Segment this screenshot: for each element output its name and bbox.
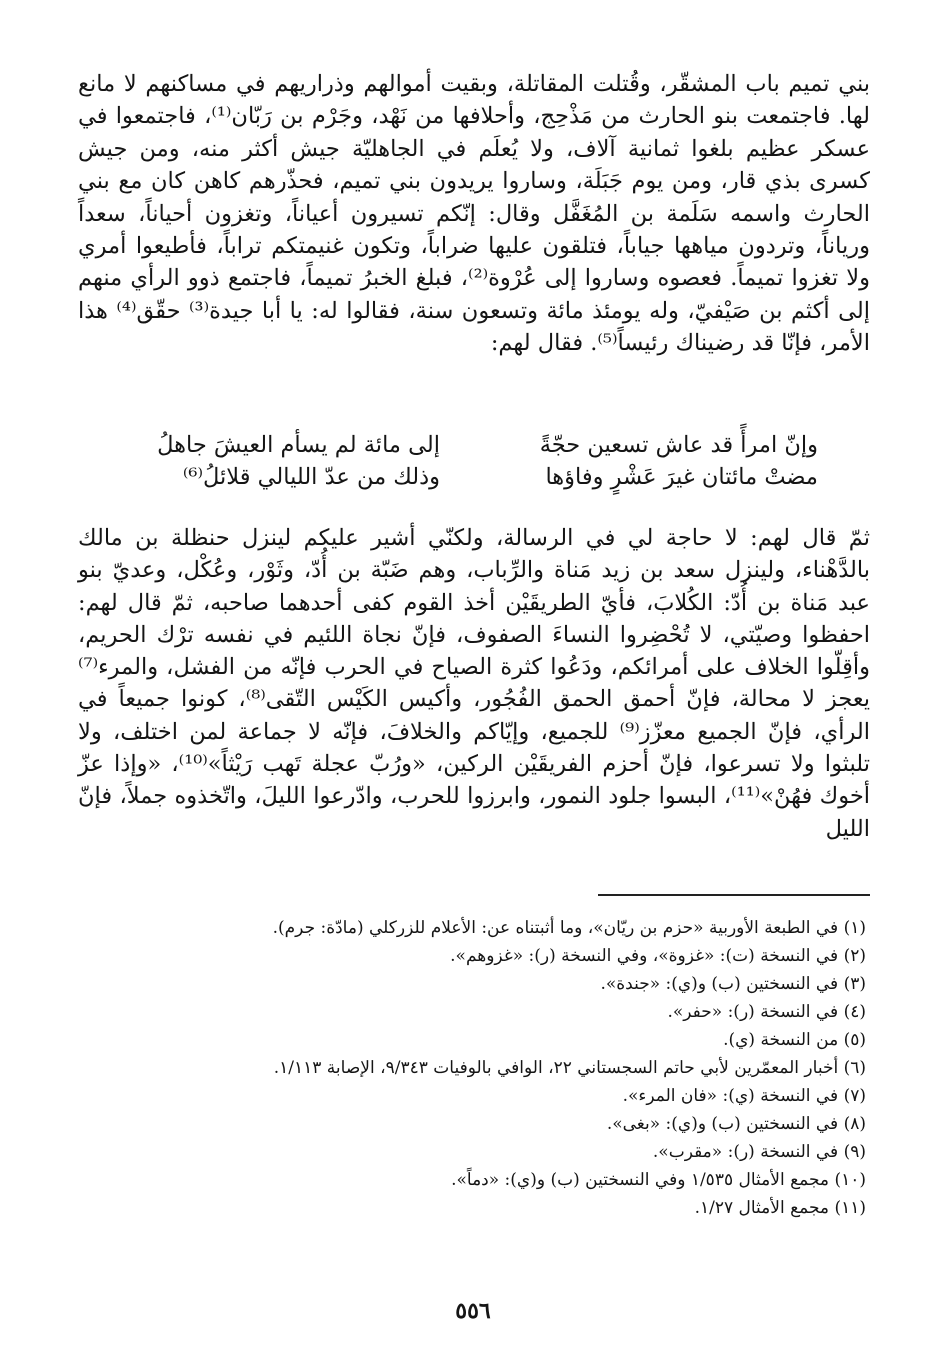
footnote-4: (٤) في النسخة (ر): «حفر». [667, 1002, 866, 1022]
footnote-6: (٦) أخبار المعمّرين لأبي حاتم السجستاني ٢٢، الوافي بالوفيات ٩/٣٤٣، الإصابة ١/١١٣. [273, 1058, 866, 1078]
footnote-9: (٩) في النسخة (ر): «مقرب». [652, 1142, 866, 1162]
page-number: ٥٥٦ [455, 1298, 491, 1324]
footnote-8: (٨) في النسختين (ب) و(ي): «بغى». [606, 1114, 866, 1134]
footnote-7: (٧) في النسخة (ي): «فان المرء». [622, 1086, 866, 1106]
footnote-10: (١٠) مجمع الأمثال ١/٥٣٥ وفي النسختين (ب) و(ي): «دماً». [451, 1170, 866, 1190]
main-text-continued [78, 522, 870, 845]
verse-1-first-hemistich: وإنّ امرأً قد عاش تسعين حجّةً [539, 432, 818, 458]
body-paragraph-1: بني تميم باب المشقّر، وقُتلت المقاتلة، وبقيت أموالهم وذراريهم في مساكنهم لا مانع لها. فاجتمعت بنو الحارث من مَذْحِج، وأحلافها من نَهْد، وجَرْم بن رَبّان⁽¹⁾، فاجتمعوا في عسكر عظيم بلغوا ثمانية آلاف، ولا يُعلَم في الجاهليّة جيش أكثر منه، ومن جيش كسرى بذي قار، ومن يوم جَبَلَة، وساروا يريدون بني تميم، فحذّرهم كاهن كان مع بني الحارث واسمه سَلَمة بن المُغَفَّل وقال: إنّكم تسيرون أعياناً، وتغزون أحياناً، سعداً ورياناً، وتردون مياهها جياباً، فتلقون عليها ضراباً، وتكون غنيمتكم تراباً، فأطيعوا أمري ولا تغزوا تميماً. فعصوه وساروا إلى عُرْوة⁽²⁾، فبلغ الخبرُ تميماً، فاجتمع ذوو الرأي منهم إلى أكثم بن صَيْفيّ، وله يومئذ مائة وتسعون سنة، فقالوا له: يا أبا جيدة⁽³⁾ حقّق⁽⁴⁾ هذا الأمر، فإنّا قد رضيناك رئيساً⁽⁵⁾. فقال لهم: [78, 71, 871, 357]
footnote-separator [598, 894, 870, 896]
footnote-3: (٣) في النسختين (ب) و(ي): «جندة». [600, 974, 866, 994]
poem-verses [118, 432, 818, 496]
footnote-5: (٥) من النسخة (ي). [723, 1030, 866, 1050]
verse-2-second-hemistich: وذلك من عدّ الليالي قلائلُ⁽⁶⁾ [182, 464, 440, 490]
footnote-1: (١) في الطبعة الأوربية «حزم بن ريّان»، وما أثبتناه عن: الأعلام للزركلي (مادّة: جرم). [272, 918, 866, 938]
verse-line-2 [118, 464, 818, 496]
footnote-2: (٢) في النسخة (ت): «غزوة»، وفي النسخة (ر): «غزوهم». [450, 946, 866, 966]
verse-line-1 [118, 432, 818, 464]
footnote-11: (١١) مجمع الأمثال ١/٢٧. [694, 1198, 866, 1218]
body-paragraph-2: ثمّ قال لهم: لا حاجة لي في الرسالة، ولكنّي أشير عليكم لينزل حنظلة بن مالك بالدَّهْناء، ولينزل سعد بن زيد مَناة والرِّباب، وهم ضَبّة بن أُدّ، وثَوْر، وعُكْل، وعديّ بنو عبد مَناة بن أُدّ: الكُلابَ، فأيّ الطريقَيْن أخذ القوم كفى أحدهما صاحبه، ثمّ قال لهم: احفظوا وصيّتي، لا تُحْضِروا النساءَ الصفوف، فإنّ نجاة اللئيم في نفسه ترْك الحريم، وأقِلّوا الخلاف على أمرائكم، ودَعُوا كثرة الصياح في الحرب فإنّه من الفشل، والمرء⁽⁷⁾ يعجز لا محالة، فإنّ أحمق الحمق الفُجُور، وأكيس الكَيْس التّقى⁽⁸⁾، كونوا جميعاً في الرأي، فإنّ الجميع معزّز⁽⁹⁾ للجميع، وإيّاكم والخلافَ، فإنّه لا جماعة لمن اختلف، ولا تلبثوا ولا تسرعوا، فإنّ أحزم الفريقَيْن الركين، «ورُبّ عجلة تَهب رَيْثاً»⁽¹⁰⁾، «وإذا عزّ أخوك فهُنْ»⁽¹¹⁾، البسوا جلود النمور، وابرزوا للحرب، وادّرعوا الليلَ، واتّخذوه جملاً، فإنّ الليل [78, 525, 870, 842]
main-text [78, 68, 870, 360]
verse-1-second-hemistich: إلى مائة لم يسأم العيشَ جاهلُ [157, 432, 440, 458]
verse-2-first-hemistich: مضتْ مائتان غيرَ عَشْرٍ وفاؤها [545, 464, 818, 490]
footnotes [78, 914, 866, 1222]
